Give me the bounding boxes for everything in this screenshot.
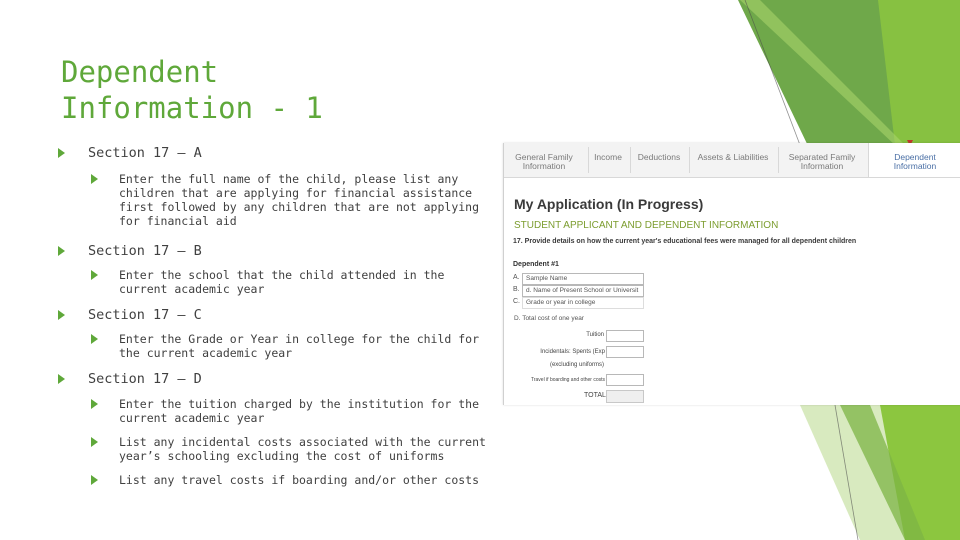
- bullet-arrow-icon: [58, 246, 65, 256]
- row-letter-a: A.: [513, 274, 520, 281]
- tab-divider: [630, 147, 631, 173]
- application-tab-bar: [504, 143, 960, 178]
- bullet-arrow-icon: [58, 374, 65, 384]
- bullet-list: [58, 144, 498, 487]
- bullet-heading: Section 17 – B: [88, 243, 202, 259]
- grade-year-field[interactable]: Grade or year in college: [522, 297, 644, 309]
- tab-label: Income: [594, 152, 622, 162]
- sub-bullet-text: List any incidental costs associated with the current year’s schooling excluding the cost of uniforms: [119, 435, 486, 463]
- tab-label: Information: [893, 161, 937, 171]
- sub-bullet: [58, 435, 498, 463]
- bullet-heading: Section 17 – A: [88, 145, 202, 161]
- sub-bullet: [58, 172, 498, 228]
- title-line-1: Dependent: [61, 55, 219, 89]
- tab-dependent-information[interactable]: [868, 143, 960, 177]
- sub-bullet-text: Enter the full name of the child, please list any children that are applying for financial assistance first followed by any children that are not applying for financial aid: [119, 172, 480, 228]
- tab-divider: [689, 147, 690, 173]
- title-line-2: Information - 1: [61, 91, 323, 125]
- tuition-label: Tuition: [586, 332, 604, 338]
- tab-label: Information: [522, 161, 566, 171]
- section-heading: STUDENT APPLICANT AND DEPENDENT INFORMATION: [514, 220, 779, 231]
- sub-bullet: [58, 473, 498, 487]
- bullet-heading: Section 17 – D: [88, 371, 202, 387]
- tab-divider: [778, 147, 779, 173]
- application-title: My Application (In Progress): [514, 196, 704, 212]
- facet-edge-line: [745, 0, 800, 145]
- tuition-input[interactable]: [606, 330, 644, 342]
- tab-label: Separated Family: [788, 152, 856, 162]
- bullet-heading: Section 17 – C: [88, 307, 202, 323]
- dependent-label: Dependent #1: [513, 261, 559, 268]
- row-letter-c: C.: [513, 298, 520, 305]
- bullet-section-17d: [58, 370, 498, 388]
- tab-label: Assets & Liabilities: [697, 152, 769, 162]
- facet-top-dark: [738, 0, 960, 150]
- sub-bullet-text: Enter the Grade or Year in college for the child for the current academic year: [119, 332, 480, 360]
- question-17: 17. Provide details on how the current year's educational fees were managed for all dependent children: [513, 238, 857, 245]
- excluding-uniforms-label: (excluding uniforms): [549, 362, 604, 368]
- incidentals-label: Incidentals: Spents (Exp: [540, 349, 605, 355]
- sub-bullet: [58, 268, 498, 296]
- facet-top-thin: [740, 0, 905, 145]
- school-name-field[interactable]: d. Name of Present School or Universit: [522, 285, 644, 297]
- sub-bullet-text: List any travel costs if boarding and/or other costs: [119, 473, 480, 487]
- facet-top-light: [878, 0, 960, 145]
- tab-assets-liabilities[interactable]: [695, 153, 771, 162]
- row-letter-b: B.: [513, 286, 520, 293]
- bullet-arrow-icon: [91, 334, 98, 344]
- incidentals-input[interactable]: [606, 346, 644, 358]
- tab-separated-family-information[interactable]: [784, 153, 860, 171]
- application-screenshot: [503, 143, 960, 405]
- tab-deductions[interactable]: [635, 153, 683, 162]
- travel-costs-input[interactable]: [606, 374, 644, 386]
- tab-divider: [588, 147, 589, 173]
- bullet-section-17a: [58, 144, 498, 162]
- total-cost-label: D. Total cost of one year: [514, 315, 584, 322]
- tab-label: Dependent: [894, 152, 936, 162]
- slide-title: [61, 54, 323, 126]
- sub-bullet: [58, 332, 498, 360]
- tab-label: Deductions: [637, 152, 681, 162]
- tab-general-family-information[interactable]: [512, 153, 576, 171]
- bullet-section-17b: [58, 242, 498, 260]
- bullet-arrow-icon: [91, 475, 98, 485]
- facet-bottom-green: [880, 405, 960, 540]
- bullet-arrow-icon: [58, 148, 65, 158]
- facet-edge-line: [835, 405, 858, 540]
- sub-bullet: [58, 397, 498, 425]
- facet-bottom-mid: [840, 405, 925, 540]
- bullet-arrow-icon: [91, 270, 98, 280]
- tab-label: General Family: [515, 152, 573, 162]
- child-name-field[interactable]: Sample Name: [522, 273, 644, 285]
- bullet-arrow-icon: [91, 437, 98, 447]
- travel-costs-label: Travel if boarding and other costs: [530, 377, 605, 383]
- bullet-section-17c: [58, 306, 498, 324]
- tab-income[interactable]: [592, 153, 624, 162]
- bullet-arrow-icon: [91, 174, 98, 184]
- sub-bullet-text: Enter the tuition charged by the institution for the current academic year: [119, 397, 480, 425]
- facet-bottom-light: [800, 405, 960, 540]
- tab-label: Information: [800, 161, 844, 171]
- bullet-arrow-icon: [58, 310, 65, 320]
- bullet-arrow-icon: [91, 399, 98, 409]
- total-label: TOTAL: [584, 392, 606, 399]
- total-value-box: [606, 390, 644, 403]
- sub-bullet-text: Enter the school that the child attended in the current academic year: [119, 268, 445, 296]
